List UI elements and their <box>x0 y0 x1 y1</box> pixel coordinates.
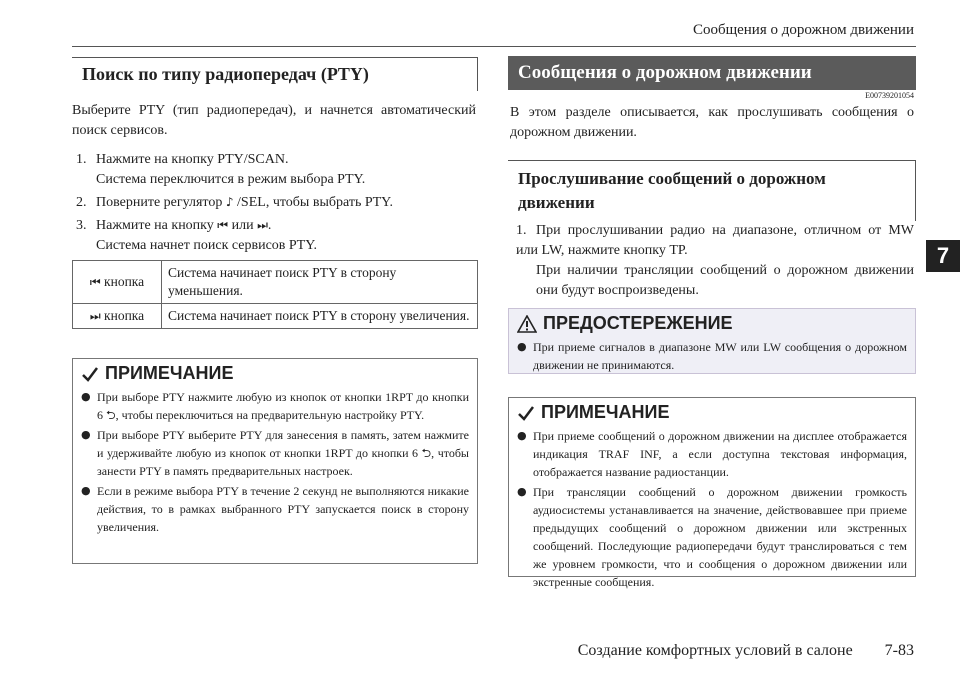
page-footer <box>578 642 914 660</box>
list-item: ● При приеме сигналов в диапазоне MW или LW сообщения о дорожном движении не принимаются. <box>517 338 907 374</box>
warning-box <box>508 308 916 374</box>
section-heading-pty: Поиск по типу радиопередач (PTY) <box>72 57 478 91</box>
section-heading-traffic: Сообщения о дорожном движении <box>508 56 916 90</box>
table-row: ⏭ кнопка Система начинает поиск PTY в сторону увеличения. <box>73 304 478 329</box>
step-2: 2. Поверните регулятор ♪ /SEL, чтобы выбрать PTY. <box>76 195 393 210</box>
sub-heading-listen: Прослушивание сообщений о дорожном движении <box>508 160 916 221</box>
step-1: 1. При прослушивании радио на диапазоне, отличном от MW или LW, нажмите кнопку TP. При наличии трансляции сообщений о дорожном движении они будут воспроизведены. <box>516 223 914 298</box>
pencil-check-icon <box>81 365 99 383</box>
button-table <box>72 260 478 329</box>
traffic-steps <box>516 221 914 301</box>
music-note-icon: ♪ <box>225 195 234 209</box>
note-list <box>509 425 915 599</box>
note-list <box>73 386 477 544</box>
step-1: 1. Нажмите на кнопку PTY/SCAN. Система переключится в режим выбора PTY. <box>76 152 366 187</box>
step-3: 3. Нажмите на кнопку ⏮ или ⏭. Система начнет поиск сервисов PTY. <box>76 218 318 253</box>
list-item: ● Если в режиме выбора PTY в течение 2 секунд не выполняются никакие действия, то в рамках выбранного PTY запускается поиск в сторону увеличения. <box>81 482 469 536</box>
pty-note-box <box>72 358 478 564</box>
list-item: ● При выборе PTY нажмите любую из кнопок от кнопки 1RPT до кнопки 6 ⮌, чтобы переключиться на предварительную настройку PTY. <box>81 388 469 424</box>
pty-steps <box>76 150 476 256</box>
warning-header: ПРЕДОСТЕРЕЖЕНИЕ <box>509 309 915 336</box>
seek-forward-icon: ⏭ <box>89 309 101 323</box>
header-rule <box>72 46 916 47</box>
page-header-title: Сообщения о дорожном движении <box>692 22 914 38</box>
table-row: ⏮ кнопка Система начинает поиск PTY в сторону уменьшения. <box>73 261 478 304</box>
traffic-intro: В этом разделе описывается, как прослушивать сообщения о дорожном движении. <box>510 105 914 140</box>
warning-triangle-icon <box>517 315 537 333</box>
note-header: ПРИМЕЧАНИЕ <box>73 359 477 386</box>
footer-section-title: Создание комфортных условий в салоне <box>577 642 853 659</box>
pencil-check-icon <box>517 404 535 422</box>
list-item: ● При трансляции сообщений о дорожном движении громкость аудиосистемы устанавливается на значение, действовавшее при приеме предыдущих сообщений о дорожном движении или экстренных сообщений. Последующие радиопередачи будут транслироваться с тем же уровнем громкости, что и сообщения о дорожном движении или экстренные сообщения. <box>517 483 907 591</box>
page-number: 7-83 <box>884 642 914 659</box>
seek-forward-icon: ⏭ <box>257 218 268 232</box>
list-item: ● При выборе PTY выберите PTY для занесения в память, затем нажмите и удерживайте любую из кнопок от кнопки 1RPT до кнопки 6 ⮌, чтобы занести PTY в память предварительных настроек. <box>81 426 469 480</box>
warning-list <box>509 336 915 382</box>
pty-intro: Выберите PTY (тип радиопередач), и начнется автоматический поиск сервисов. <box>72 103 476 138</box>
note-header: ПРИМЕЧАНИЕ <box>509 398 915 425</box>
seek-back-icon: ⏮ <box>217 218 229 232</box>
section-code: E00739201054 <box>865 91 914 100</box>
chapter-tab: 7 <box>926 240 960 272</box>
traffic-note-box <box>508 397 916 589</box>
seek-back-icon: ⏮ <box>89 275 101 289</box>
list-item: ● При приеме сообщений о дорожном движении на дисплее отображается индикация TRAF INF, а если доступна текстовая информация, отображается название радиостанции. <box>517 427 907 481</box>
